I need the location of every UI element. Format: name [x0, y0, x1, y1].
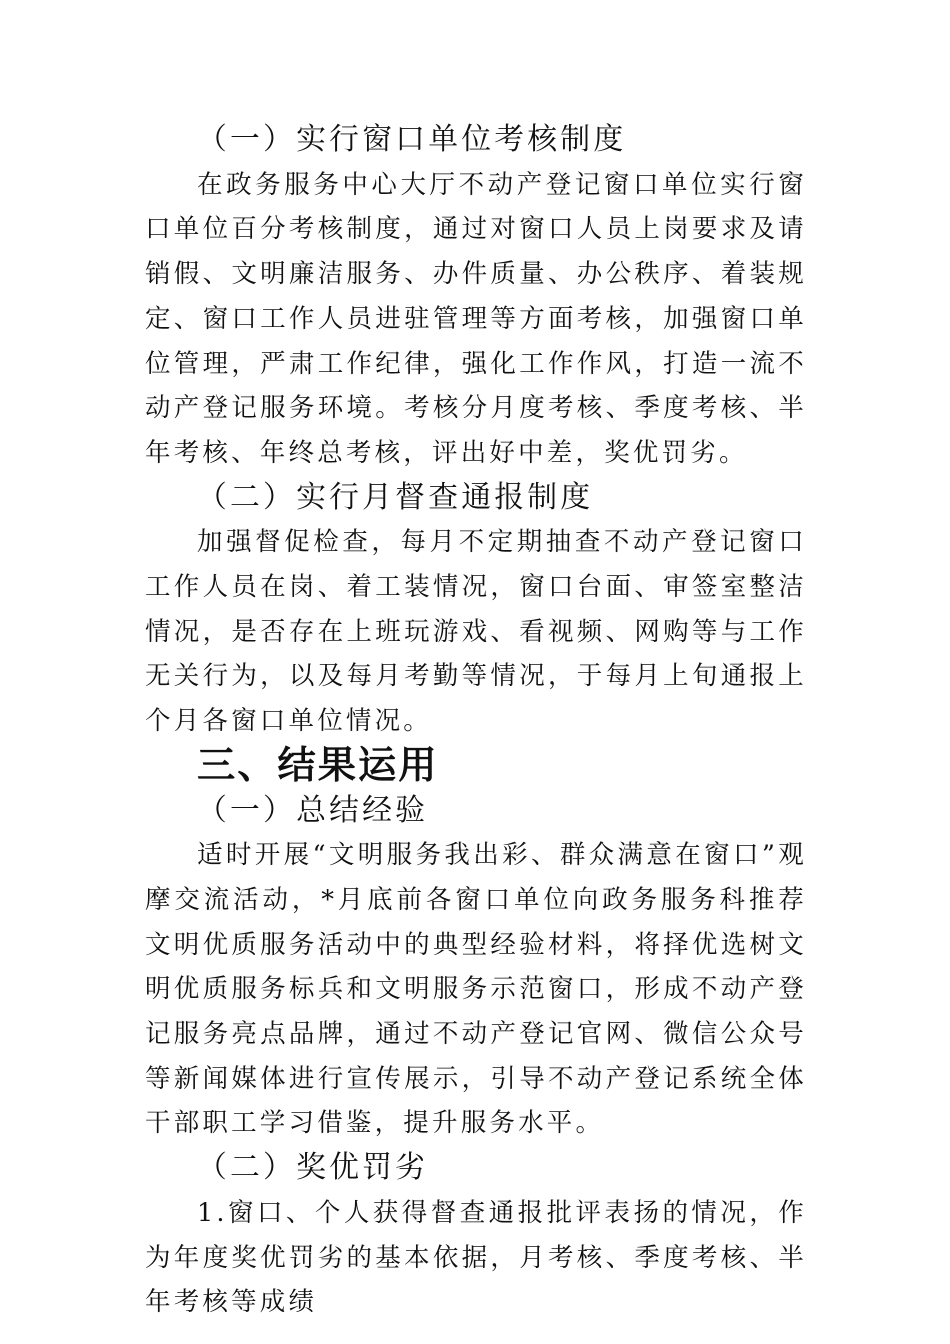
subheading-rewards-penalties: （二）奖优罚劣	[197, 1150, 429, 1186]
heading-results-application: 三、结果运用	[197, 742, 439, 788]
subheading-summarize-experience: （一）总结经验	[197, 792, 429, 828]
document-page	[145, 118, 807, 1325]
subheading-monthly-inspection: （二）实行月督查通报制度	[197, 479, 594, 515]
paragraph-monthly-inspection: 加强督促检查，每月不定期抽查不动产登记窗口工作人员在岗、着工装情况，窗口台面、审签室整洁情况，是否存在上班玩游戏、看视频、网购等与工作无关行为，以及每月考勤等情况，于每月上旬通报上个月各窗口单位情况。	[145, 527, 807, 737]
paragraph-rewards-penalties: 1.窗口、个人获得督查通报批评表扬的情况，作为年度奖优罚劣的基本依据，月考核、季度考核、半年考核等成绩	[145, 1197, 807, 1318]
subheading-window-assessment: （一）实行窗口单位考核制度	[197, 122, 627, 157]
paragraph-window-assessment: 在政务服务中心大厅不动产登记窗口单位实行窗口单位百分考核制度，通过对窗口人员上岗要求及请销假、文明廉洁服务、办件质量、办公秩序、着装规定、窗口工作人员进驻管理等方面考核，加强窗口单位管理，严肃工作纪律，强化工作作风，打造一流不动产登记服务环境。考核分月度考核、季度考核、半年考核、年终总考核，评出好中差，奖优罚劣。	[145, 169, 807, 468]
paragraph-summarize-experience: 适时开展“文明服务我出彩、群众满意在窗口”观摩交流活动，*月底前各窗口单位向政务服务科推荐文明优质服务活动中的典型经验材料，将择优选树文明优质服务标兵和文明服务示范窗口，形成不动产登记服务亮点品牌，通过不动产登记官网、微信公众号等新闻媒体进行宣传展示，引导不动产登记系统全体干部职工学习借鉴，提升服务水平。	[145, 840, 807, 1139]
